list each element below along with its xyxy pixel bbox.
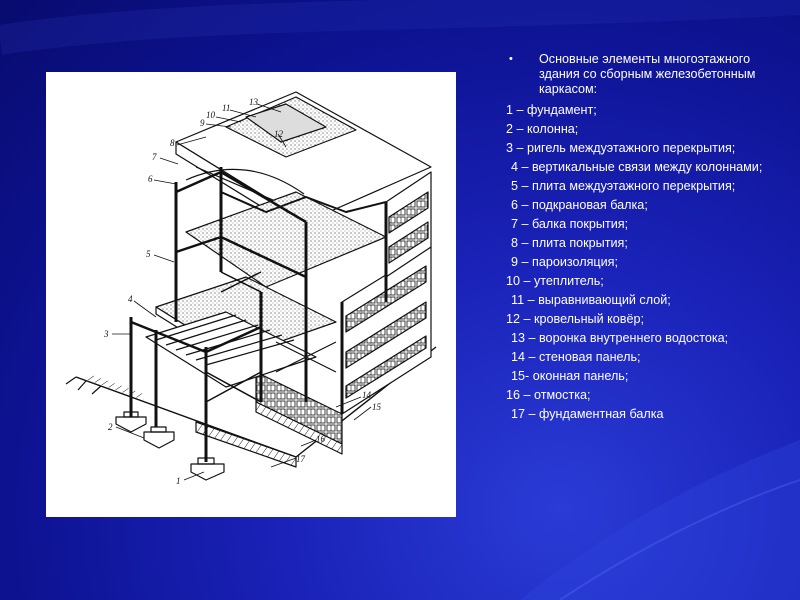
diagram-label-16: 16	[316, 434, 325, 444]
bullet-icon: •	[509, 53, 513, 65]
diagram-label-13: 13	[249, 97, 258, 107]
legend-item-8: 8 – плита покрытия;	[511, 236, 628, 250]
diagram-label-2: 2	[108, 422, 113, 432]
diagram-label-14: 14	[362, 390, 371, 400]
legend-item-12: 12 – кровельный ковёр;	[506, 312, 644, 326]
diagram-label-3: 3	[104, 329, 109, 339]
legend-item-16: 16 – отмостка;	[506, 388, 591, 402]
legend-item-4: 4 – вертикальные связи между колоннами;	[511, 160, 763, 174]
diagram-label-5: 5	[146, 249, 151, 259]
diagram-label-4: 4	[128, 294, 133, 304]
legend-item-2: 2 – колонна;	[506, 122, 579, 136]
building-frame-diagram-icon	[46, 72, 456, 517]
legend-item-5: 5 – плита междуэтажного перекрытия;	[511, 179, 736, 193]
legend-heading-text: Основные элементы многоэтажного здания со сборным железобетонным каркасом:	[539, 52, 756, 96]
legend-list	[506, 103, 768, 422]
diagram-label-10: 10	[206, 110, 215, 120]
diagram-label-1: 1	[176, 476, 181, 486]
diagram-label-8: 8	[170, 138, 175, 148]
legend-item-10: 10 – утеплитель;	[506, 274, 604, 288]
diagram-label-9: 9	[200, 118, 205, 128]
building-diagram-panel	[46, 72, 456, 517]
legend-item-9: 9 – пароизоляция;	[511, 255, 618, 269]
diagram-label-17: 17	[296, 454, 305, 464]
legend-item-1: 1 – фундамент;	[506, 103, 597, 117]
legend-heading	[506, 52, 768, 97]
legend-item-17: 17 – фундаментная балка	[511, 407, 664, 421]
legend-item-14: 14 – стеновая панель;	[511, 350, 641, 364]
legend-text-block	[506, 52, 768, 426]
diagram-label-12: 12	[274, 129, 283, 139]
diagram-label-6: 6	[148, 174, 153, 184]
diagram-label-15: 15	[372, 402, 381, 412]
legend-item-7: 7 – балка покрытия;	[511, 217, 629, 231]
legend-item-13: 13 – воронка внутреннего водостока;	[511, 331, 729, 345]
legend-item-6: 6 – подкрановая балка;	[511, 198, 648, 212]
diagram-label-7: 7	[152, 152, 157, 162]
legend-item-15: 15- оконная панель;	[511, 369, 629, 383]
legend-item-3: 3 – ригель междуэтажного перекрытия;	[506, 141, 736, 155]
diagram-label-11: 11	[222, 103, 231, 113]
legend-item-11: 11 – выравнивающий слой;	[511, 293, 671, 307]
